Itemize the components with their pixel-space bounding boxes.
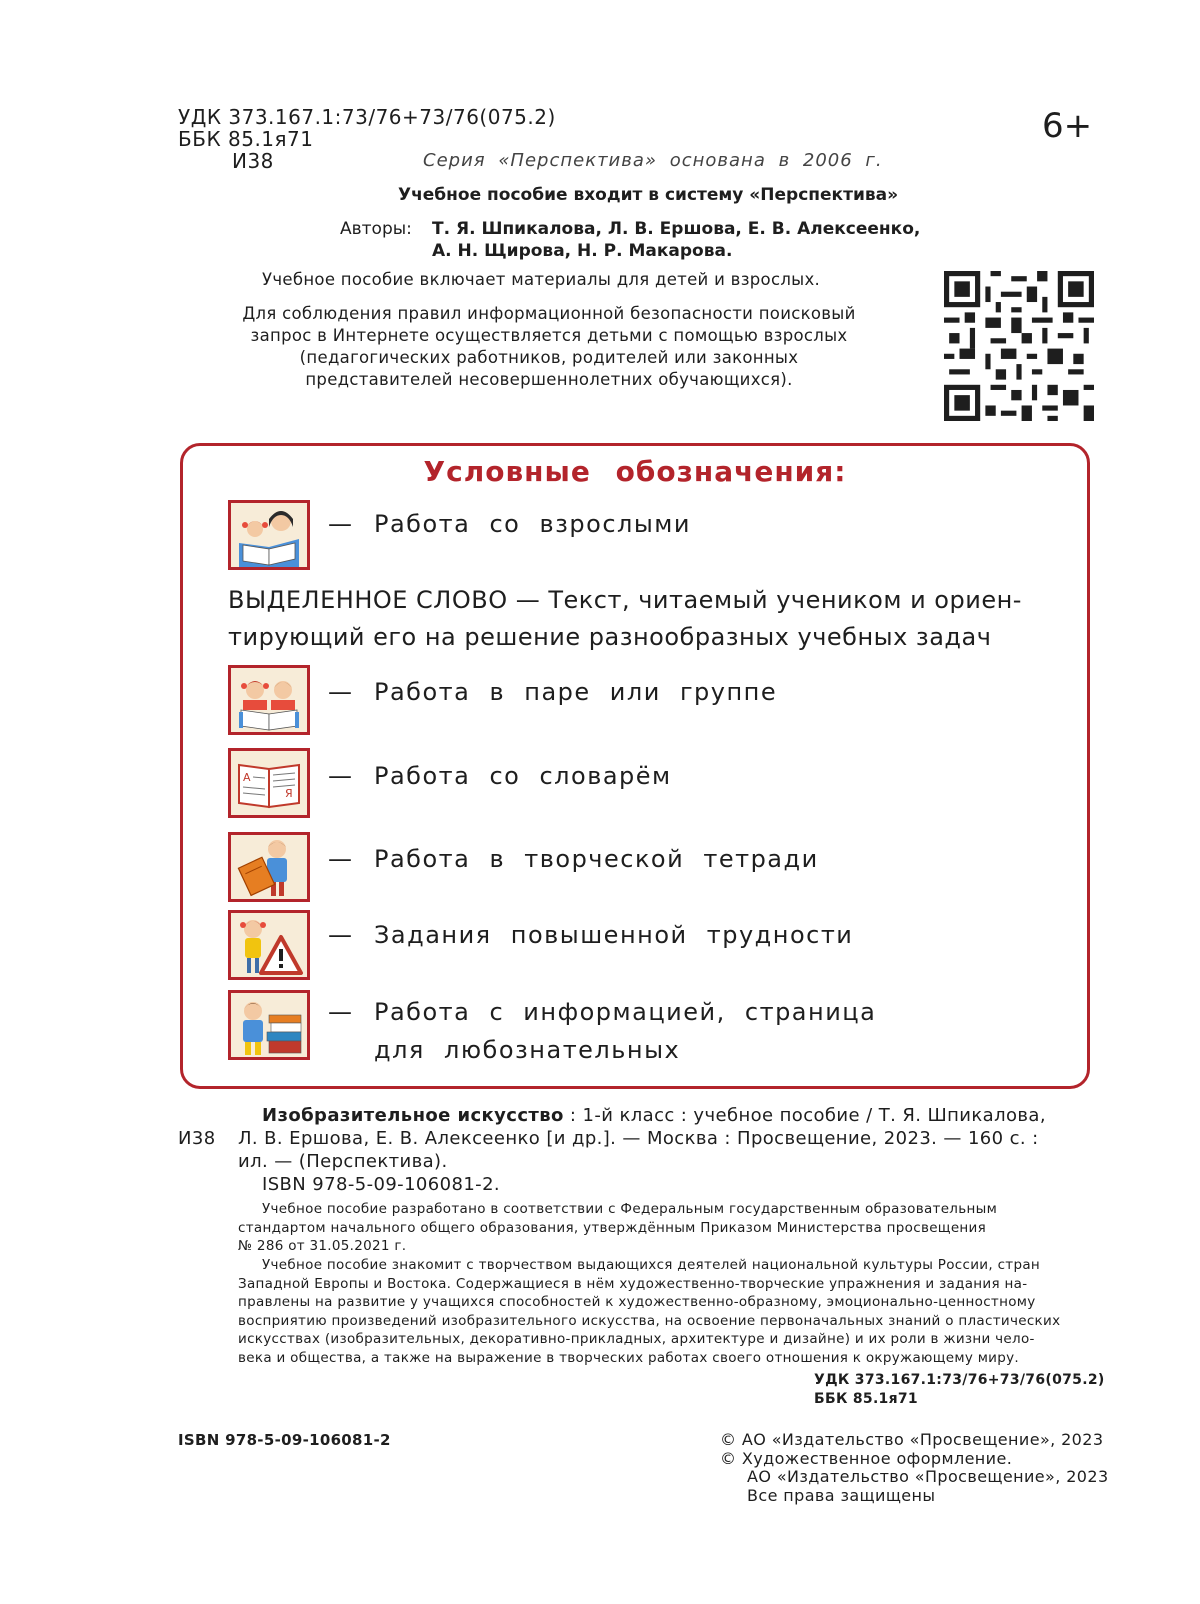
annotation-line: восприятию произведений изобразительного искусства, на освоение первоначальных знаний о пластических	[238, 1312, 1061, 1329]
legend-dash: —	[328, 510, 354, 538]
age-rating: 6+	[1042, 106, 1093, 146]
safety-note-line: представителей несовершеннолетних обучающихся).	[305, 370, 793, 389]
annotation-line: века и общества, а также на выражение в творческих работах своего отношения к окружающему миру.	[238, 1349, 1020, 1366]
svg-text:А: А	[243, 771, 251, 784]
legend-item-text: Работа в творческой тетради	[374, 845, 819, 873]
legend-dash: —	[328, 845, 354, 873]
annotation-line: правлены на развитие у учащихся способностей к художественно-образному, эмоционально-ценностному	[238, 1294, 1036, 1310]
legend-item-text: Работа со взрослыми	[374, 510, 691, 538]
warning-sign-girl-icon	[228, 910, 310, 980]
annotation-line: стандартом начального общего образования, утверждённым Приказом Министерства просвещения	[238, 1219, 987, 1236]
authors-line-2: А. Н. Щирова, Н. Р. Макарова.	[432, 241, 733, 261]
legend-title: Условные обозначения:	[423, 455, 847, 488]
biblio-code: И38	[178, 1128, 216, 1149]
pair-reading-icon	[228, 665, 310, 735]
series-note: Серия «Перспектива» основана в 2006 г.	[423, 150, 883, 171]
udk-code: УДК 373.167.1:73/76+73/76(075.2)	[178, 105, 556, 129]
dictionary-icon	[228, 748, 310, 818]
boy-with-books-icon	[228, 990, 310, 1060]
legend-dash: —	[328, 678, 354, 706]
copyright-line: © Художественное оформление.	[720, 1448, 1013, 1468]
safety-note-line: запрос в Интернете осуществляется детьми с помощью взрослых	[250, 326, 848, 345]
annotation-line: искусствах (изобразительных, декоративно-прикладных, архитектуре и дизайне) и их роли в жизни чело-	[238, 1331, 1035, 1347]
copyright-line: © АО «Издательство «Просвещение», 2023	[720, 1430, 1104, 1449]
legend-dash: —	[328, 921, 354, 949]
legend-dash: —	[328, 762, 354, 790]
annotation-line: № 286 от 31.05.2021 г.	[238, 1238, 407, 1254]
legend-item-text: Задания повышенной трудности	[374, 921, 854, 949]
annotation-line: Учебное пособие знакомит с творчеством выдающихся деятелей национальной культуры России, стран	[262, 1257, 1041, 1273]
safety-note-line: Для соблюдения правил информационной безопасности поисковый	[242, 304, 856, 323]
annotation-paragraph	[238, 1200, 1038, 1219]
biblio-line-rest: : 1-й класс : учебное пособие / Т. Я. Шпикалова,	[563, 1105, 1046, 1126]
bbk-code: ББК 85.1я71	[178, 127, 314, 151]
authors-line-1: Т. Я. Шпикалова, Л. В. Ершова, Е. В. Алексеенко,	[432, 219, 921, 239]
legend-item-text: Работа со словарём	[374, 762, 672, 790]
biblio-line: Л. В. Ершова, Е. В. Алексеенко [и др.]. — Москва : Просвещение, 2023. — 160 с. :	[238, 1128, 1039, 1149]
bbk-short: ББК 85.1я71	[814, 1391, 918, 1407]
biblio-line	[262, 1104, 1046, 1127]
author-mark: И38	[232, 149, 274, 173]
authors-label: Авторы:	[340, 219, 412, 239]
annotation-line: Западной Европы и Востока. Содержащиеся в нём художественно-творческие упражнения и задания на-	[238, 1275, 1028, 1292]
legend-item-text: для любознательных	[374, 1036, 681, 1064]
udk-short: УДК 373.167.1:73/76+73/76(075.2)	[814, 1372, 1105, 1388]
annotation-line: Учебное пособие разработано в соответствии с Федеральным государственным образовательным	[262, 1201, 998, 1217]
boy-with-notebook-icon	[228, 832, 310, 902]
legend-dash: —	[328, 998, 354, 1026]
keyword-explanation-line: тирующий его на решение разнообразных учебных задач	[228, 623, 992, 651]
footer-isbn: ISBN 978-5-09-106081-2	[178, 1431, 391, 1449]
audience-note: Учебное пособие включает материалы для детей и взрослых.	[262, 270, 821, 289]
book-title: Изобразительное искусство	[262, 1105, 564, 1126]
biblio-isbn: ISBN 978-5-09-106081-2.	[262, 1174, 501, 1195]
legend-item-text: Работа с информацией, страница	[374, 998, 877, 1026]
biblio-line: ил. — (Перспектива).	[238, 1151, 448, 1172]
svg-text:Я: Я	[285, 787, 293, 800]
copyright-line: Все права защищены	[747, 1485, 936, 1505]
copyright-line: АО «Издательство «Просвещение», 2023	[747, 1467, 1109, 1486]
system-note: Учебное пособие входит в систему «Перспектива»	[398, 185, 899, 205]
keyword-explanation-line: ВЫДЕЛЕННОЕ СЛОВО — Текст, читаемый учеником и ориен-	[228, 586, 1022, 614]
legend-item-text: Работа в паре или группе	[374, 678, 778, 706]
qr-code[interactable]	[944, 271, 1094, 421]
safety-note-line: (педагогических работников, родителей или законных	[299, 348, 799, 367]
adult-reading-with-child-icon	[228, 500, 310, 570]
